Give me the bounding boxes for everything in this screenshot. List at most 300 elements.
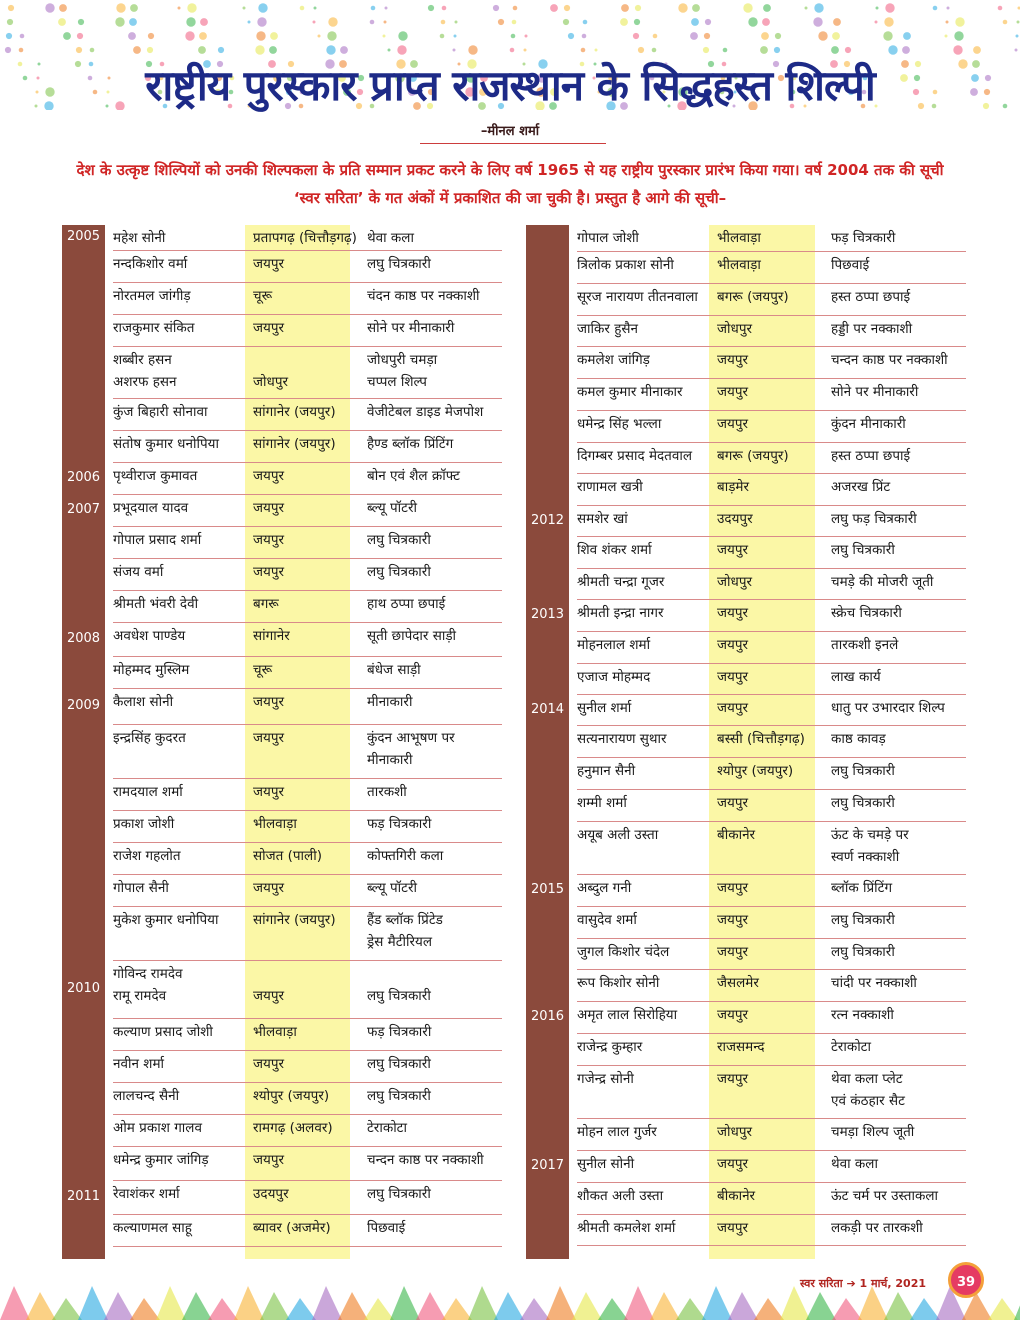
artisan-place: जयपुर — [253, 564, 285, 580]
table-row — [62, 623, 502, 657]
table-row — [526, 1119, 966, 1151]
table-row — [526, 1183, 966, 1215]
artisan-name: शम्मी शर्मा — [577, 795, 627, 811]
artisan-name: रूप किशोर सोनी — [577, 975, 660, 991]
decorative-splash — [676, 1298, 706, 1320]
table-row — [62, 689, 502, 725]
decorative-dot — [563, 19, 569, 25]
decorative-splash — [130, 1298, 160, 1320]
decorative-dot — [620, 18, 628, 26]
decorative-dot — [128, 32, 136, 40]
artisan-place: भीलवाड़ा — [253, 1024, 297, 1040]
artisan-place: भीलवाड़ा — [717, 230, 761, 246]
decorative-dot — [633, 33, 639, 39]
artisan-craft: बोन एवं शैल क्रॉफ्ट — [367, 468, 460, 484]
decorative-dot — [77, 33, 83, 39]
decorative-dot — [370, 20, 375, 25]
decorative-dot — [845, 47, 851, 53]
decorative-dot — [763, 4, 771, 12]
decorative-dot — [453, 49, 456, 52]
table-row — [526, 506, 966, 537]
decorative-dot — [762, 18, 770, 26]
decorative-dot — [270, 32, 278, 40]
artisan-name: मोहन लाल गुर्जर — [577, 1124, 657, 1140]
decorative-dot — [564, 5, 570, 11]
artisan-name: अब्दुल गनी — [577, 880, 632, 896]
artisan-place: भीलवाड़ा — [253, 816, 297, 832]
artisan-name: राजेश गहलोत — [113, 848, 181, 864]
decorative-splash — [598, 1298, 628, 1320]
decorative-dot — [187, 3, 196, 12]
artisan-place: जयपुर — [717, 669, 749, 685]
award-year: 2010 — [66, 981, 101, 996]
artisan-craft: अजरख प्रिंट — [831, 479, 891, 495]
artisan-name: कैलाश सोनी — [113, 694, 174, 710]
artisan-name: रेवाशंकर शर्मा — [113, 1186, 180, 1202]
award-year: 2013 — [530, 607, 565, 622]
artisan-craft: लघु चित्रकारी — [367, 1088, 431, 1104]
artisan-name: महेश सोनी — [113, 230, 166, 246]
decorative-dot — [318, 35, 321, 38]
decorative-dot — [58, 18, 66, 26]
table-row — [62, 399, 502, 431]
decorative-splash — [26, 1292, 56, 1320]
artisan-craft: हाथ ठप्पा छपाई — [367, 596, 446, 612]
artisan-name: गोपाल सैनी — [113, 880, 169, 896]
table-row — [526, 1034, 966, 1066]
artisan-craft: सोने पर मीनाकारी — [367, 320, 455, 336]
decorative-dot — [621, 4, 629, 12]
artisan-name: वासुदेव शर्मा — [577, 912, 637, 928]
artisan-name: राजेन्द्र कुम्हार — [577, 1039, 643, 1055]
artisan-place: जयपुर — [253, 730, 285, 746]
decorative-dot — [440, 34, 445, 39]
decorative-dot — [8, 5, 14, 11]
table-row — [526, 907, 966, 939]
artisan-craft: कोफ्तगिरी कला — [367, 848, 444, 864]
artisan-place: सांगानेर (जयपुर) — [253, 912, 336, 928]
row-divider — [113, 1246, 502, 1247]
decorative-dot — [692, 4, 700, 12]
decorative-splash — [494, 1292, 524, 1320]
artisan-name: इन्द्रसिंह कुदरत — [113, 730, 186, 746]
artisan-place: जयपुर — [717, 1071, 749, 1087]
artisan-place: बगरू (जयपुर) — [717, 448, 789, 464]
decorative-dot — [90, 48, 95, 53]
decorative-splash — [546, 1286, 576, 1320]
decorative-dot — [638, 47, 644, 53]
artisan-craft: लघु चित्रकारी — [831, 795, 895, 811]
decorative-dot — [468, 45, 477, 54]
artisan-craft: फड़ चित्रकारी — [831, 230, 896, 246]
artisan-name: रामदयाल शर्मा — [113, 784, 183, 800]
decorative-splash — [624, 1286, 654, 1320]
artisan-name: नवीन शर्मा — [113, 1056, 165, 1072]
artisan-place: बगरू (जयपुर) — [717, 289, 789, 305]
decorative-dot — [998, 6, 1003, 11]
decorative-dot — [76, 47, 82, 53]
artisan-craft: फड़ चित्रकारी — [367, 816, 432, 832]
decorative-dot — [327, 31, 336, 40]
artisan-place: जयपुर — [717, 795, 749, 811]
artisan-name: सत्यनारायण सुथार — [577, 731, 667, 747]
artisan-craft: रत्न नक्काशी — [831, 1007, 894, 1023]
decorative-dot — [1015, 49, 1018, 52]
table-row — [526, 252, 966, 284]
author-underline — [420, 143, 606, 144]
artisan-craft: लघु फड़ चित्रकारी — [831, 511, 917, 527]
artisan-craft: ब्ल्यू पॉटरी — [367, 500, 417, 516]
table-row — [526, 1215, 966, 1246]
artisan-place: सांगानेर (जयपुर) — [253, 436, 336, 452]
table-row — [62, 1181, 502, 1215]
artisan-place: रामगढ़ (अलवर) — [253, 1120, 333, 1136]
decorative-dot — [129, 18, 137, 26]
decorative-dot — [147, 47, 153, 53]
decorative-splash — [182, 1292, 212, 1320]
decorative-splash — [520, 1298, 550, 1320]
decorative-dot — [953, 45, 962, 54]
award-year: 2015 — [530, 882, 565, 897]
decorative-dot — [704, 33, 710, 39]
decorative-dot — [314, 7, 317, 10]
decorative-splash — [104, 1292, 134, 1320]
artisan-craft: ऊंट के चमड़े पर स्वर्ण नक्काशी — [831, 827, 909, 865]
artisan-place: बस्सी (चित्तौड़गढ़) — [717, 731, 805, 747]
decorative-splash — [260, 1292, 290, 1320]
artisan-craft: थेवा कला प्लेट एवं कंठहार सैट — [831, 1071, 905, 1109]
artisan-name: सुनील शर्मा — [577, 700, 632, 716]
artisan-place: बीकानेर — [717, 827, 756, 843]
award-year: 2009 — [66, 698, 101, 713]
decorative-splash — [364, 1298, 394, 1320]
decorative-dot — [885, 3, 894, 12]
artisan-craft: लघु चित्रकारी — [367, 1186, 431, 1202]
decorative-dot — [743, 3, 752, 12]
artisan-craft: लघु चित्रकारी — [367, 1056, 431, 1072]
table-row — [526, 939, 966, 970]
decorative-dot — [257, 17, 266, 26]
decorative-splash — [234, 1286, 264, 1320]
artisan-name: समशेर खां — [577, 511, 628, 527]
artisan-name: अवधेश पाण्डेय — [113, 628, 186, 644]
artisan-craft: सोने पर मीनाकारी — [831, 384, 919, 400]
decorative-dot — [59, 4, 67, 12]
award-year: 2008 — [66, 631, 101, 646]
artisan-place: सांगानेर (जयपुर) — [253, 404, 336, 420]
decorative-splash — [390, 1286, 420, 1320]
artisan-name: एजाज मोहम्मद — [577, 669, 651, 685]
artisan-name: कल्याण प्रसाद जोशी — [113, 1024, 213, 1040]
artisan-craft: लघु चित्रकारी — [831, 944, 895, 960]
award-year: 2005 — [66, 229, 101, 244]
artisan-name: नोरतमल जांगीड़ — [113, 288, 191, 304]
decorative-splash — [1014, 1286, 1020, 1320]
decorative-dot — [705, 19, 711, 25]
decorative-dot — [133, 46, 141, 54]
table-row — [526, 822, 966, 875]
decorative-dot — [947, 7, 950, 10]
artisan-place: जोधपुर — [253, 374, 289, 390]
decorative-splash — [884, 1292, 914, 1320]
decorative-splash — [416, 1292, 446, 1320]
table-row — [62, 251, 502, 283]
artisan-place: चूरू — [253, 288, 273, 304]
publication-footer: स्वर सरिता ➔ 1 मार्च, 2021 — [800, 1277, 927, 1290]
artisan-place: जयपुर — [717, 352, 749, 368]
decorative-dot — [148, 33, 154, 39]
artisan-place: जयपुर — [717, 384, 749, 400]
decorative-dot — [513, 6, 518, 11]
table-row — [526, 758, 966, 790]
decorative-dot — [388, 49, 391, 52]
table-row — [62, 225, 502, 251]
table-row — [526, 1151, 966, 1183]
table-row — [62, 1083, 502, 1115]
decorative-splash — [52, 1298, 82, 1320]
decorative-dot — [78, 19, 84, 25]
decorative-dot — [130, 4, 138, 12]
artisan-name: धमेन्द्र कुमार जांगिड़ — [113, 1152, 209, 1168]
artisan-craft: थेवा कला — [367, 230, 414, 246]
artisan-craft: चमड़े की मोजरी जूती — [831, 574, 934, 590]
decorative-dot — [946, 21, 949, 24]
decorative-dot — [678, 3, 687, 12]
decorative-dot — [748, 17, 757, 26]
decorative-dot — [442, 6, 447, 11]
artisan-craft: लघु चित्रकारी — [367, 532, 431, 548]
artisan-place: जयपुर — [253, 1056, 285, 1072]
artisan-name: श्रीमती चन्द्रा गूजर — [577, 574, 665, 590]
decorative-splash — [156, 1286, 186, 1320]
decorative-dot — [690, 32, 698, 40]
award-year: 2007 — [66, 502, 101, 517]
decorative-dot — [383, 35, 386, 38]
artisan-name: गजेन्द्र सोनी — [577, 1071, 634, 1087]
artisan-place: जोधपुर — [717, 321, 753, 337]
decorative-splash — [0, 1286, 30, 1320]
decorative-dot — [933, 6, 938, 11]
artisan-craft: चन्दन काष्ठ पर नक्काशी — [831, 352, 948, 368]
decorative-dot — [832, 32, 840, 40]
artisan-craft: हैण्ड ब्लॉक प्रिंटिंग — [367, 436, 454, 452]
artisan-place: राजसमन्द — [717, 1039, 765, 1055]
table-row — [526, 316, 966, 347]
artisan-name: कमल कुमार मीनाकार — [577, 384, 683, 400]
decorative-dot — [723, 48, 728, 53]
decorative-dot — [328, 17, 337, 26]
decorative-dot — [498, 19, 504, 25]
artisan-place: चूरू — [253, 662, 273, 678]
decorative-splash — [442, 1298, 472, 1320]
artisan-name: शिव शंकर शर्मा — [577, 542, 652, 558]
decorative-splash — [858, 1286, 888, 1320]
decorative-dot — [63, 32, 71, 40]
artisan-name: त्रिलोक प्रकाश सोनी — [577, 257, 674, 273]
artisan-name: पृथ्वीराज कुमावत — [113, 468, 198, 484]
decorative-splash — [572, 1292, 602, 1320]
artisan-name: अयूब अली उस्ता — [577, 827, 659, 843]
decorative-splash — [338, 1292, 368, 1320]
award-year: 2011 — [66, 1189, 101, 1204]
decorative-splash — [806, 1292, 836, 1320]
artisan-craft: टेराकोटा — [831, 1039, 871, 1055]
artisan-craft: हड्डी पर नक्काशी — [831, 321, 913, 337]
artisan-craft: पिछवाई — [367, 1220, 406, 1236]
artisan-name: श्रीमती कमलेश शर्मा — [577, 1220, 676, 1236]
artisan-place: सांगानेर — [253, 628, 290, 644]
artisan-place: जयपुर — [253, 500, 285, 516]
artisan-place: बाड़मेर — [717, 479, 750, 495]
artisan-place: जयपुर — [717, 416, 749, 432]
decorative-dot — [7, 19, 13, 25]
decorative-dot — [955, 17, 964, 26]
decorative-dot — [385, 7, 388, 10]
artisan-craft: फड़ चित्रकारी — [367, 1024, 432, 1040]
table-row — [62, 1019, 502, 1051]
decorative-dot — [115, 17, 124, 26]
decorative-splash — [754, 1298, 784, 1320]
table-row — [526, 284, 966, 316]
artisan-name: लालचन्द सैनी — [113, 1088, 180, 1104]
artisan-craft: बंधेज साड़ी — [367, 662, 421, 678]
award-year: 2017 — [530, 1158, 565, 1173]
artisan-place: जयपुर — [717, 605, 749, 621]
artisan-craft: तारकशी — [367, 784, 407, 800]
decorative-splash — [208, 1298, 238, 1320]
artisan-name: ओम प्रकाश गालव — [113, 1120, 202, 1136]
decorative-dot — [653, 34, 658, 39]
decorative-dot — [524, 49, 527, 52]
artisan-name: प्रकाश जोशी — [113, 816, 175, 832]
artisan-place: बीकानेर — [717, 1188, 756, 1204]
artisan-place: जोधपुर — [717, 1124, 753, 1140]
artisan-place: उदयपुर — [717, 511, 753, 527]
intro-paragraph: देश के उत्कृष्ट शिल्पियों को उनकी शिल्पकला के प्रति सम्मान प्रकट करने के लिए वर्ष 1965 से यह राष्ट्रीय पुरस्कार प्रारंभ किया गया। वर्ष 2004 तक की सूची ‘स्वर सरिता’ के गत अंकों में प्रकाशित की जा चुकी है। प्रस्तुत है आगे की सूची– — [76, 161, 944, 207]
award-year: 2006 — [66, 470, 101, 485]
decorative-dot — [269, 46, 277, 54]
table-row — [62, 811, 502, 843]
decorative-dot — [902, 46, 910, 54]
artisan-place: सोजत (पाली) — [253, 848, 322, 864]
decorative-dot — [384, 21, 387, 24]
decorative-splash — [702, 1286, 732, 1320]
table-row — [526, 632, 966, 664]
artisan-name: कल्याणमल साहू — [113, 1220, 192, 1236]
awardees-table-right — [526, 225, 966, 1259]
decorative-dot — [186, 17, 195, 26]
table-row — [62, 315, 502, 347]
table-row — [62, 495, 502, 527]
decorative-dot — [814, 3, 823, 12]
decorative-splash — [988, 1298, 1018, 1320]
artisan-name: प्रभूदयाल यादव — [113, 500, 189, 516]
table-row — [526, 790, 966, 822]
award-year: 2016 — [530, 1009, 565, 1024]
artisan-place: प्रतापगढ़ (चित्तौड़गढ़) — [253, 230, 357, 246]
artisan-craft: लघु चित्रकारी — [831, 763, 895, 779]
decorative-dot — [973, 46, 981, 54]
artisan-craft: लघु चित्रकारी — [367, 988, 431, 1004]
decorative-dot — [200, 18, 208, 26]
table-row — [526, 664, 966, 695]
decorative-dot — [512, 20, 517, 25]
decorative-splash — [312, 1286, 342, 1320]
decorative-dot — [876, 7, 879, 10]
decorative-dot — [313, 21, 316, 24]
table-row — [526, 537, 966, 569]
decorative-dot — [582, 34, 587, 39]
artisan-name: जुगल किशोर चंदेल — [577, 944, 670, 960]
table-row — [62, 725, 502, 779]
artisan-place: उदयपुर — [253, 1186, 289, 1202]
artisan-craft: हस्त ठप्पा छपाई — [831, 448, 911, 464]
table-row — [62, 1051, 502, 1083]
artisan-craft: ऊंट चर्म पर उस्ताकला — [831, 1188, 938, 1204]
decorative-dot — [510, 48, 515, 53]
decorative-dot — [595, 49, 598, 52]
artisan-craft: तारकशी इनले — [831, 637, 899, 653]
decorative-dot — [248, 21, 251, 24]
artisan-place: जयपुर — [717, 700, 749, 716]
artisan-place: जयपुर — [253, 784, 285, 800]
decorative-dot — [398, 31, 407, 40]
table-row — [62, 463, 502, 495]
decorative-dot — [581, 48, 586, 53]
table-row — [526, 347, 966, 379]
table-row — [526, 474, 966, 506]
artisan-craft: चंदन काष्ठ पर नक्काशी — [367, 288, 480, 304]
artisan-place: जयपुर — [253, 694, 285, 710]
table-row — [62, 779, 502, 811]
artisan-craft: ब्ल्यू पॉटरी — [367, 880, 417, 896]
artisan-craft: लघु चित्रकारी — [831, 542, 895, 558]
artisan-name: शब्बीर हसन अशरफ हसन — [113, 352, 177, 390]
decorative-dot — [371, 6, 376, 11]
decorative-dot — [185, 31, 194, 40]
artisan-craft: कुंदन आभूषण पर मीनाकारी — [367, 730, 455, 768]
artisan-craft: पिछवाई — [831, 257, 870, 273]
decorative-dot — [256, 31, 265, 40]
decorative-dot — [833, 18, 841, 26]
table-row — [62, 961, 502, 1019]
artisan-place: ब्यावर (अजमेर) — [253, 1220, 331, 1236]
artisan-name: मुकेश कुमार धनोपिया — [113, 912, 219, 928]
artisan-name: हनुमान सैनी — [577, 763, 636, 779]
decorative-dot — [116, 3, 125, 12]
artisan-place: जयपुर — [717, 880, 749, 896]
page-title: राष्ट्रीय पुरस्कार प्राप्त राजस्थान के सिद्धहस्त शिल्पी — [145, 61, 875, 110]
award-year: 2012 — [530, 513, 565, 528]
decorative-dot — [583, 20, 588, 25]
artisan-name: मोहनलाल शर्मा — [577, 637, 651, 653]
decorative-dot — [326, 45, 335, 54]
table-row — [526, 970, 966, 1002]
decorative-dot — [635, 5, 641, 11]
artisan-place: जयपुर — [253, 1152, 285, 1168]
decorative-dot — [568, 33, 574, 39]
decorative-splash — [910, 1298, 940, 1320]
artisan-craft: लघु चित्रकारी — [367, 564, 431, 580]
artisan-place: श्योपुर (जयपुर) — [253, 1088, 330, 1104]
artisan-craft: लघु चित्रकारी — [831, 912, 895, 928]
artisan-name: मोहम्मद मुस्लिम — [113, 662, 190, 678]
artisan-craft: चांदी पर नक्काशी — [831, 975, 917, 991]
decorative-dot — [818, 31, 827, 40]
decorative-dot — [888, 45, 897, 54]
artisan-place: बगरू — [253, 596, 279, 612]
table-row — [526, 726, 966, 758]
